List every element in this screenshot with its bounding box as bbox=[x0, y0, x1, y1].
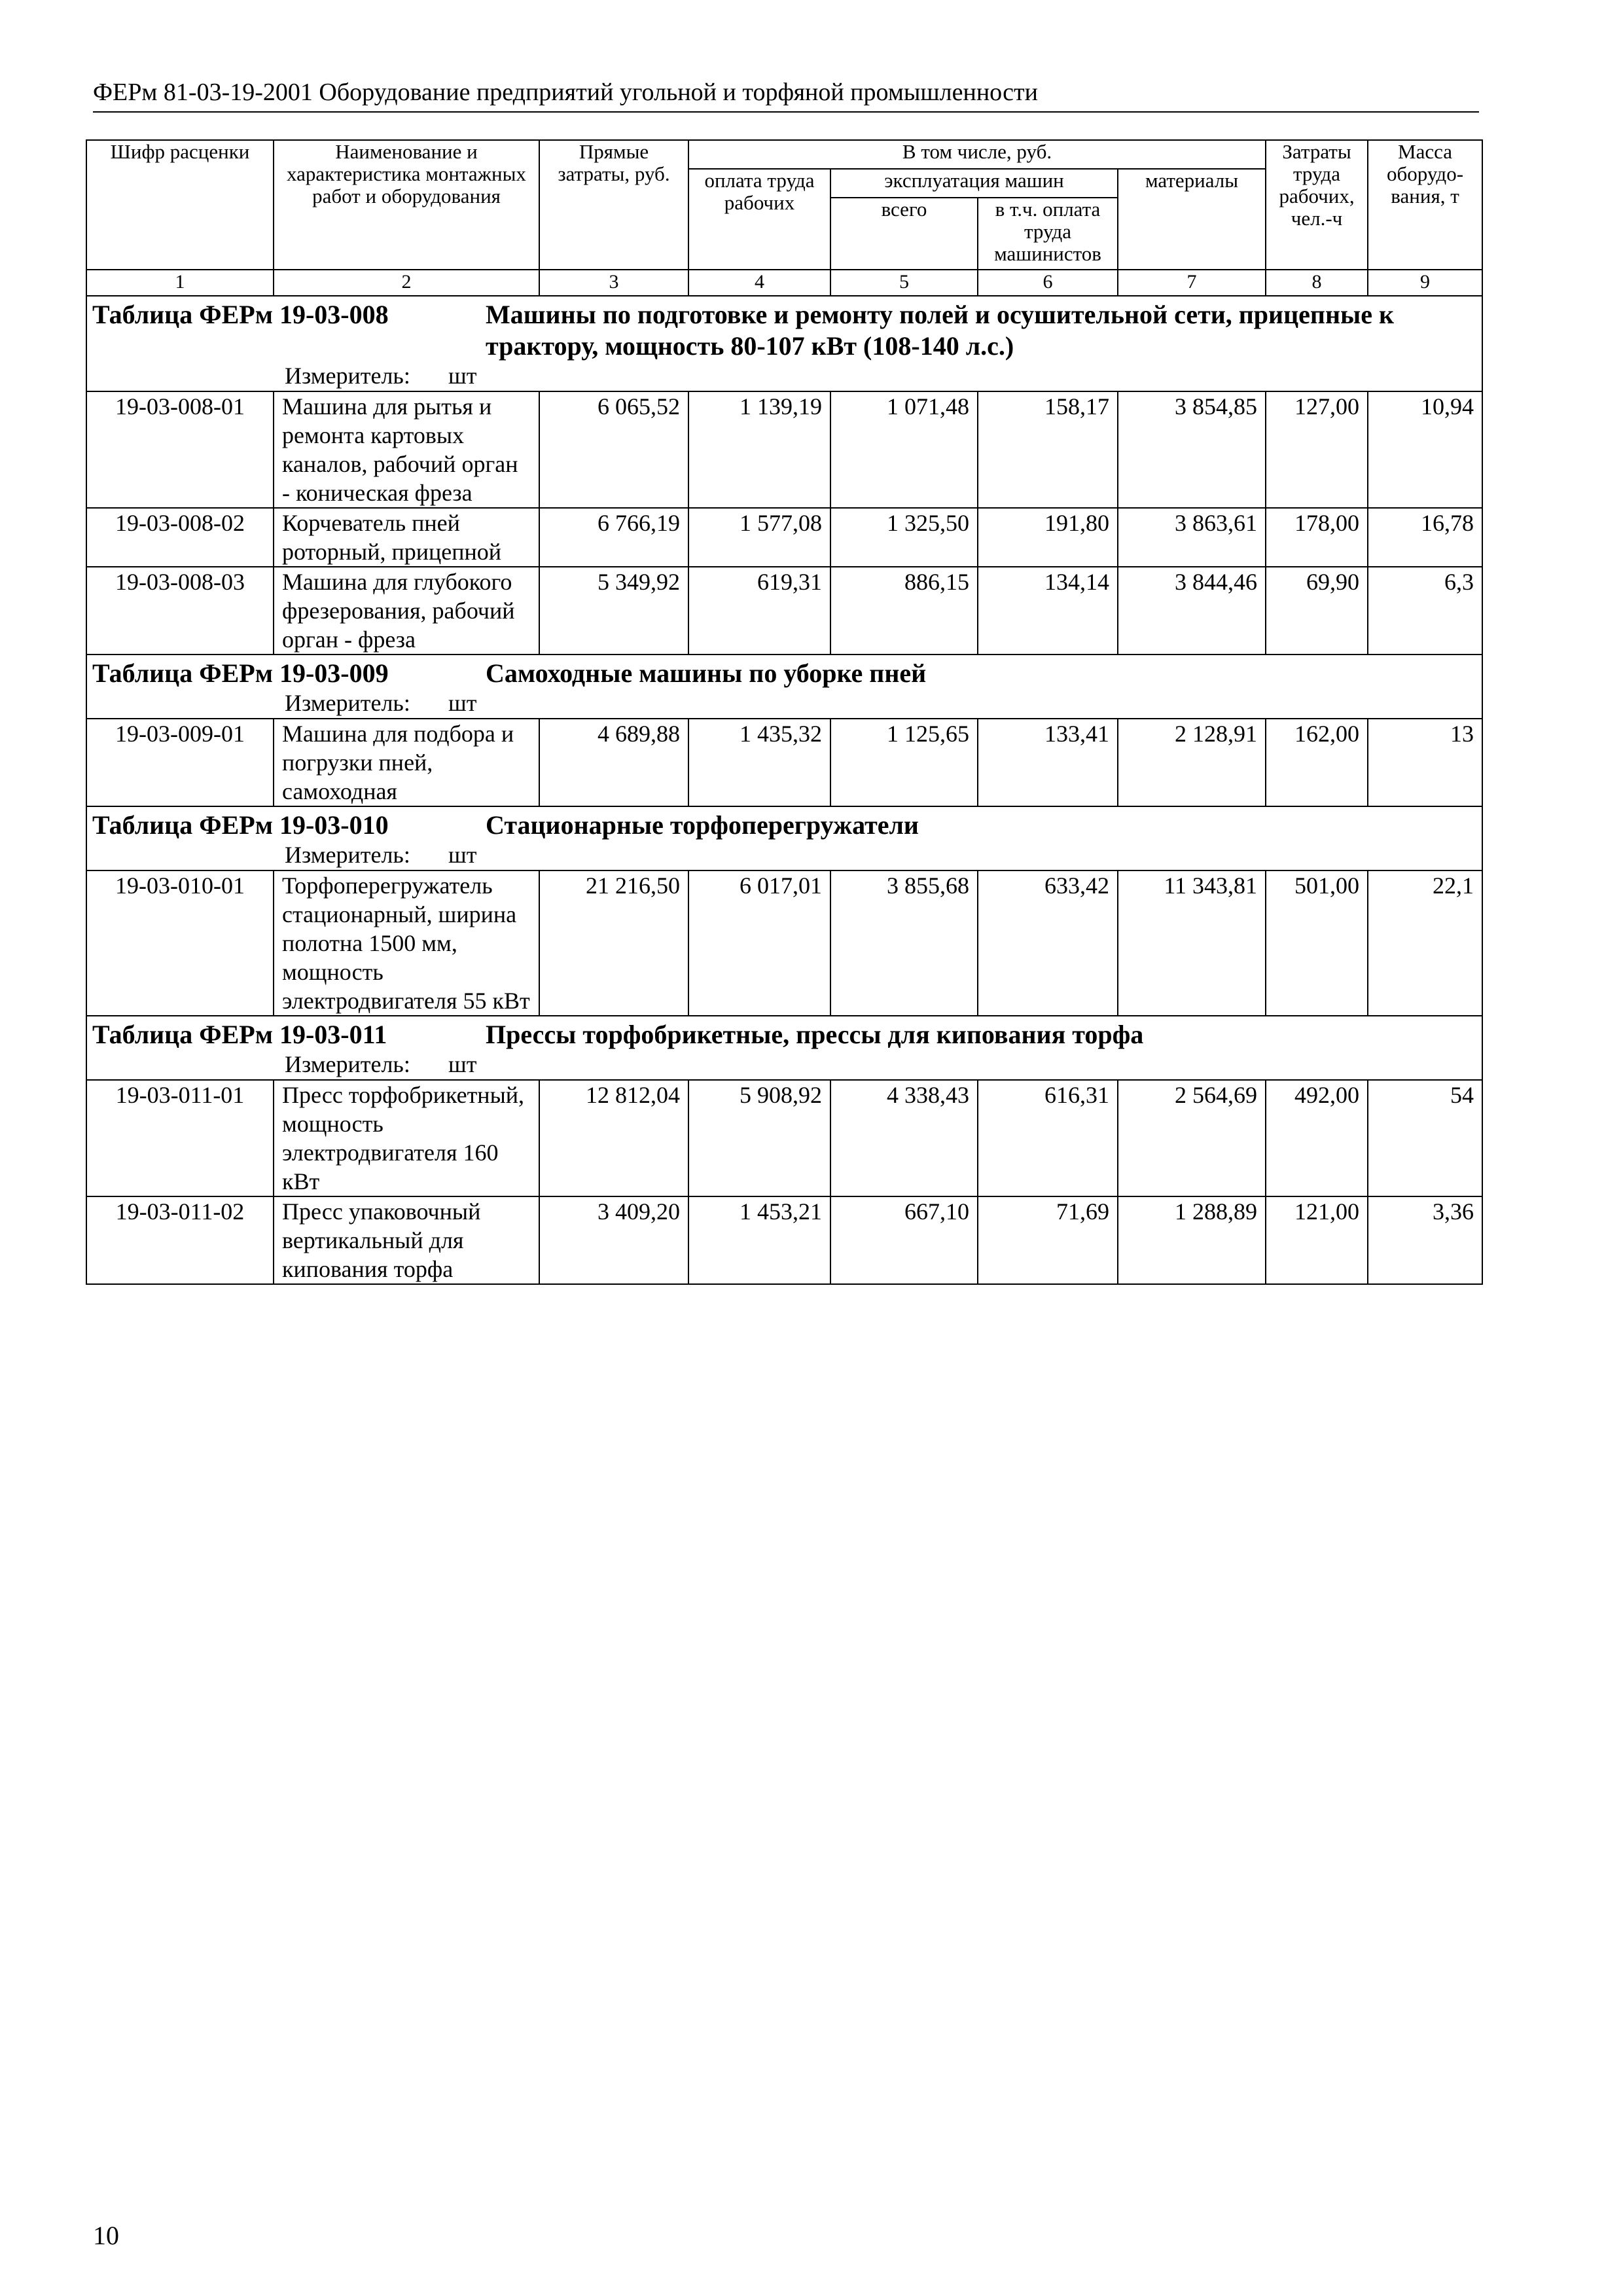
section-heading bbox=[86, 806, 1482, 841]
table-row bbox=[86, 1080, 1482, 1196]
measure-label: Измеритель: bbox=[285, 363, 410, 389]
rate-code: 19-03-008-02 bbox=[86, 508, 274, 567]
materials-cost: 3 863,61 bbox=[1118, 508, 1266, 567]
measure-label: Измеритель: bbox=[285, 1051, 410, 1077]
table-row bbox=[86, 567, 1482, 655]
section-label: Таблица ФЕРм 19-03-010 bbox=[92, 810, 389, 840]
section-label: Таблица ФЕРм 19-03-009 bbox=[92, 658, 389, 688]
section-19-03-009 bbox=[86, 655, 1482, 806]
measure-line bbox=[86, 689, 1482, 719]
col-header-including: В том числе, руб. bbox=[688, 140, 1266, 169]
machines-wage: 133,41 bbox=[978, 719, 1118, 806]
labor-hours: 178,00 bbox=[1266, 508, 1368, 567]
machines-total: 667,10 bbox=[830, 1196, 978, 1284]
machines-total: 1 125,65 bbox=[830, 719, 978, 806]
machines-wage: 191,80 bbox=[978, 508, 1118, 567]
labor-hours: 501,00 bbox=[1266, 870, 1368, 1016]
materials-cost: 11 343,81 bbox=[1118, 870, 1266, 1016]
wage-cost: 619,31 bbox=[688, 567, 830, 655]
wage-cost: 1 453,21 bbox=[688, 1196, 830, 1284]
equipment-mass: 16,78 bbox=[1368, 508, 1482, 567]
machines-total: 3 855,68 bbox=[830, 870, 978, 1016]
section-title: Прессы торфобрикетные, прессы для кипования торфа bbox=[486, 1020, 1144, 1049]
direct-cost: 4 689,88 bbox=[539, 719, 688, 806]
machines-wage: 71,69 bbox=[978, 1196, 1118, 1284]
column-number: 2 bbox=[274, 270, 539, 296]
column-number: 5 bbox=[830, 270, 978, 296]
rate-code: 19-03-009-01 bbox=[86, 719, 274, 806]
equipment-mass: 54 bbox=[1368, 1080, 1482, 1196]
labor-hours: 127,00 bbox=[1266, 391, 1368, 508]
direct-cost: 21 216,50 bbox=[539, 870, 688, 1016]
rate-name: Машина для подбора и погрузки пней, самоходная bbox=[274, 719, 539, 806]
rate-name: Пресс торфобрикетный, мощность электродвигателя 160 кВт bbox=[274, 1080, 539, 1196]
section-19-03-010 bbox=[86, 806, 1482, 1016]
labor-hours: 492,00 bbox=[1266, 1080, 1368, 1196]
column-number: 7 bbox=[1118, 270, 1266, 296]
machines-wage: 158,17 bbox=[978, 391, 1118, 508]
section-title: Стационарные торфоперегружатели bbox=[486, 810, 919, 840]
direct-cost: 12 812,04 bbox=[539, 1080, 688, 1196]
wage-cost: 5 908,92 bbox=[688, 1080, 830, 1196]
measure-unit: шт bbox=[448, 690, 477, 716]
rate-name: Машина для глубокого фрезерования, рабочий орган - фреза bbox=[274, 567, 539, 655]
equipment-mass: 3,36 bbox=[1368, 1196, 1482, 1284]
materials-cost: 1 288,89 bbox=[1118, 1196, 1266, 1284]
direct-cost: 5 349,92 bbox=[539, 567, 688, 655]
section-19-03-011 bbox=[86, 1016, 1482, 1284]
col-header-machines: эксплуатация машин bbox=[830, 169, 1118, 198]
column-number: 8 bbox=[1266, 270, 1368, 296]
column-number: 3 bbox=[539, 270, 688, 296]
rate-name: Пресс упаковочный вертикальный для кипования торфа bbox=[274, 1196, 539, 1284]
rate-code: 19-03-011-01 bbox=[86, 1080, 274, 1196]
table-row bbox=[86, 870, 1482, 1016]
col-header-machines-total: всего bbox=[830, 198, 978, 270]
measure-line bbox=[86, 1050, 1482, 1080]
materials-cost: 2 128,91 bbox=[1118, 719, 1266, 806]
col-header-labor: Затраты труда рабочих, чел.-ч bbox=[1266, 140, 1368, 270]
measure-label: Измеритель: bbox=[285, 690, 410, 716]
direct-cost: 3 409,20 bbox=[539, 1196, 688, 1284]
measure-unit: шт bbox=[448, 842, 477, 868]
rates-table bbox=[86, 139, 1483, 1285]
machines-wage: 616,31 bbox=[978, 1080, 1118, 1196]
col-header-direct: Прямые затраты, руб. bbox=[539, 140, 688, 270]
materials-cost: 2 564,69 bbox=[1118, 1080, 1266, 1196]
column-number: 9 bbox=[1368, 270, 1482, 296]
table-row bbox=[86, 508, 1482, 567]
measure-line bbox=[86, 362, 1482, 391]
labor-hours: 69,90 bbox=[1266, 567, 1368, 655]
measure-line bbox=[86, 841, 1482, 870]
wage-cost: 1 435,32 bbox=[688, 719, 830, 806]
col-header-name: Наименование и характеристика монтажных работ и оборудования bbox=[274, 140, 539, 270]
rate-code: 19-03-011-02 bbox=[86, 1196, 274, 1284]
table-row bbox=[86, 719, 1482, 806]
column-number: 6 bbox=[978, 270, 1118, 296]
rate-code: 19-03-008-01 bbox=[86, 391, 274, 508]
labor-hours: 162,00 bbox=[1266, 719, 1368, 806]
page-header: ФЕРм 81-03-19-2001 Оборудование предприятий угольной и торфяной промышленности bbox=[93, 77, 1479, 113]
equipment-mass: 10,94 bbox=[1368, 391, 1482, 508]
machines-total: 1 071,48 bbox=[830, 391, 978, 508]
equipment-mass: 22,1 bbox=[1368, 870, 1482, 1016]
col-header-machines-wage: в т.ч. оплата труда машинистов bbox=[978, 198, 1118, 270]
rate-name: Машина для рытья и ремонта картовых каналов, рабочий орган - коническая фреза bbox=[274, 391, 539, 508]
section-label: Таблица ФЕРм 19-03-011 bbox=[92, 1020, 387, 1049]
section-heading bbox=[86, 296, 1482, 362]
wage-cost: 1 577,08 bbox=[688, 508, 830, 567]
direct-cost: 6 065,52 bbox=[539, 391, 688, 508]
rate-name: Торфоперегружатель стационарный, ширина полотна 1500 мм, мощность электродвигателя 55 кВт bbox=[274, 870, 539, 1016]
section-title: Машины по подготовке и ремонту полей и осушительной сети, прицепные к трактору, мощность 80-107 кВт (108-140 л.с.) bbox=[486, 300, 1395, 361]
machines-total: 1 325,50 bbox=[830, 508, 978, 567]
measure-unit: шт bbox=[448, 363, 477, 389]
page-number: 10 bbox=[93, 2221, 119, 2250]
col-header-code: Шифр расценки bbox=[86, 140, 274, 270]
section-label: Таблица ФЕРм 19-03-008 bbox=[92, 300, 389, 329]
materials-cost: 3 854,85 bbox=[1118, 391, 1266, 508]
labor-hours: 121,00 bbox=[1266, 1196, 1368, 1284]
direct-cost: 6 766,19 bbox=[539, 508, 688, 567]
rate-code: 19-03-008-03 bbox=[86, 567, 274, 655]
machines-wage: 633,42 bbox=[978, 870, 1118, 1016]
section-19-03-008 bbox=[86, 296, 1482, 655]
machines-wage: 134,14 bbox=[978, 567, 1118, 655]
machines-total: 886,15 bbox=[830, 567, 978, 655]
section-heading bbox=[86, 655, 1482, 689]
equipment-mass: 13 bbox=[1368, 719, 1482, 806]
materials-cost: 3 844,46 bbox=[1118, 567, 1266, 655]
measure-label: Измеритель: bbox=[285, 842, 410, 868]
rate-name: Корчеватель пней роторный, прицепной bbox=[274, 508, 539, 567]
equipment-mass: 6,3 bbox=[1368, 567, 1482, 655]
col-header-mass: Масса оборудо-вания, т bbox=[1368, 140, 1482, 270]
column-number: 1 bbox=[86, 270, 274, 296]
wage-cost: 6 017,01 bbox=[688, 870, 830, 1016]
section-heading bbox=[86, 1016, 1482, 1050]
table-row bbox=[86, 391, 1482, 508]
col-header-wage: оплата труда рабочих bbox=[688, 169, 830, 270]
column-numbers-row bbox=[86, 270, 1482, 296]
table-row bbox=[86, 1196, 1482, 1284]
section-title: Самоходные машины по уборке пней bbox=[486, 658, 927, 688]
col-header-materials: материалы bbox=[1118, 169, 1266, 270]
rate-code: 19-03-010-01 bbox=[86, 870, 274, 1016]
machines-total: 4 338,43 bbox=[830, 1080, 978, 1196]
wage-cost: 1 139,19 bbox=[688, 391, 830, 508]
measure-unit: шт bbox=[448, 1051, 477, 1077]
column-number: 4 bbox=[688, 270, 830, 296]
